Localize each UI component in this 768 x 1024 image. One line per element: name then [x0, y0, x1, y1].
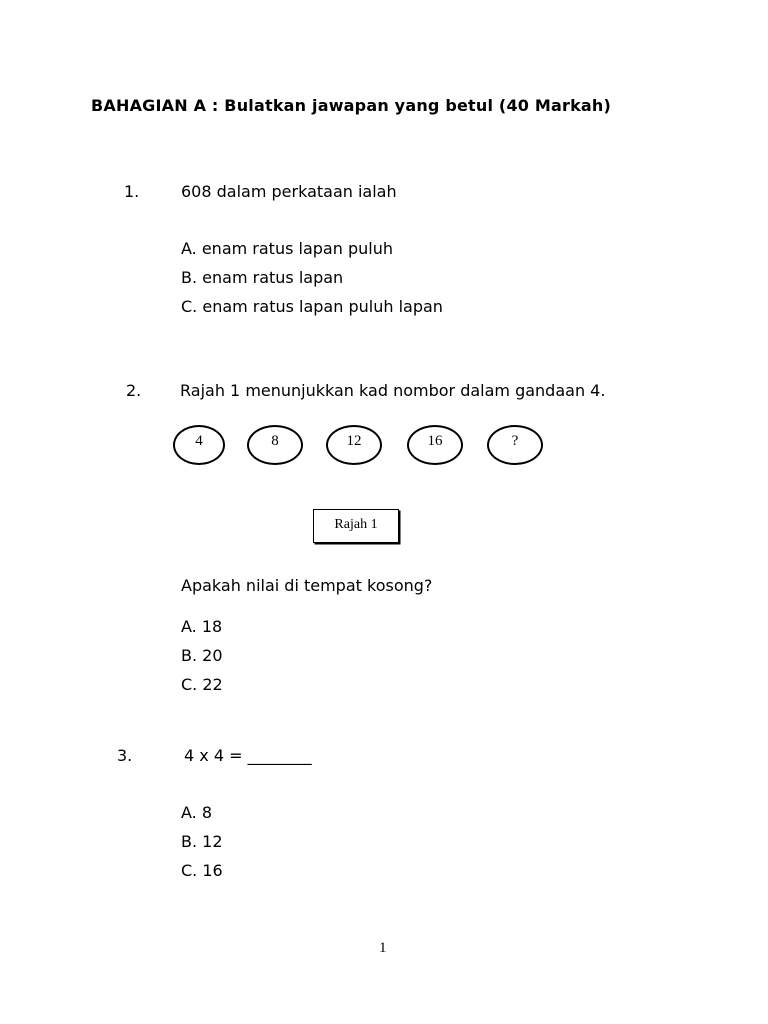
number-card-unknown: ? [487, 425, 543, 465]
option-b[interactable]: B. enam ratus lapan [181, 268, 344, 287]
number-card: 12 [326, 425, 382, 465]
option-a[interactable]: A. 8 [181, 803, 213, 822]
option-a[interactable]: A. 18 [181, 617, 223, 636]
option-c[interactable]: C. 16 [181, 861, 223, 880]
page-number: 1 [379, 940, 387, 956]
question-text: Rajah 1 menunjukkan kad nombor dalam gandaan 4. [180, 381, 606, 400]
option-a[interactable]: A. enam ratus lapan puluh [181, 239, 393, 258]
option-c[interactable]: C. 22 [181, 675, 223, 694]
question-number: 1. [124, 182, 140, 201]
question-text: 608 dalam perkataan ialah [181, 182, 397, 201]
figure-caption: Rajah 1 [313, 509, 399, 543]
question-number: 3. [117, 746, 133, 765]
option-c[interactable]: C. enam ratus lapan puluh lapan [181, 297, 443, 316]
number-card: 8 [247, 425, 303, 465]
question-text: 4 x 4 = ________ [184, 746, 312, 765]
option-b[interactable]: B. 20 [181, 646, 223, 665]
question-prompt: Apakah nilai di tempat kosong? [181, 576, 433, 595]
number-card: 16 [407, 425, 463, 465]
number-card: 4 [173, 425, 225, 465]
option-b[interactable]: B. 12 [181, 832, 223, 851]
section-heading: BAHAGIAN A : Bulatkan jawapan yang betul (40 Markah) [91, 96, 612, 115]
question-number: 2. [126, 381, 142, 400]
